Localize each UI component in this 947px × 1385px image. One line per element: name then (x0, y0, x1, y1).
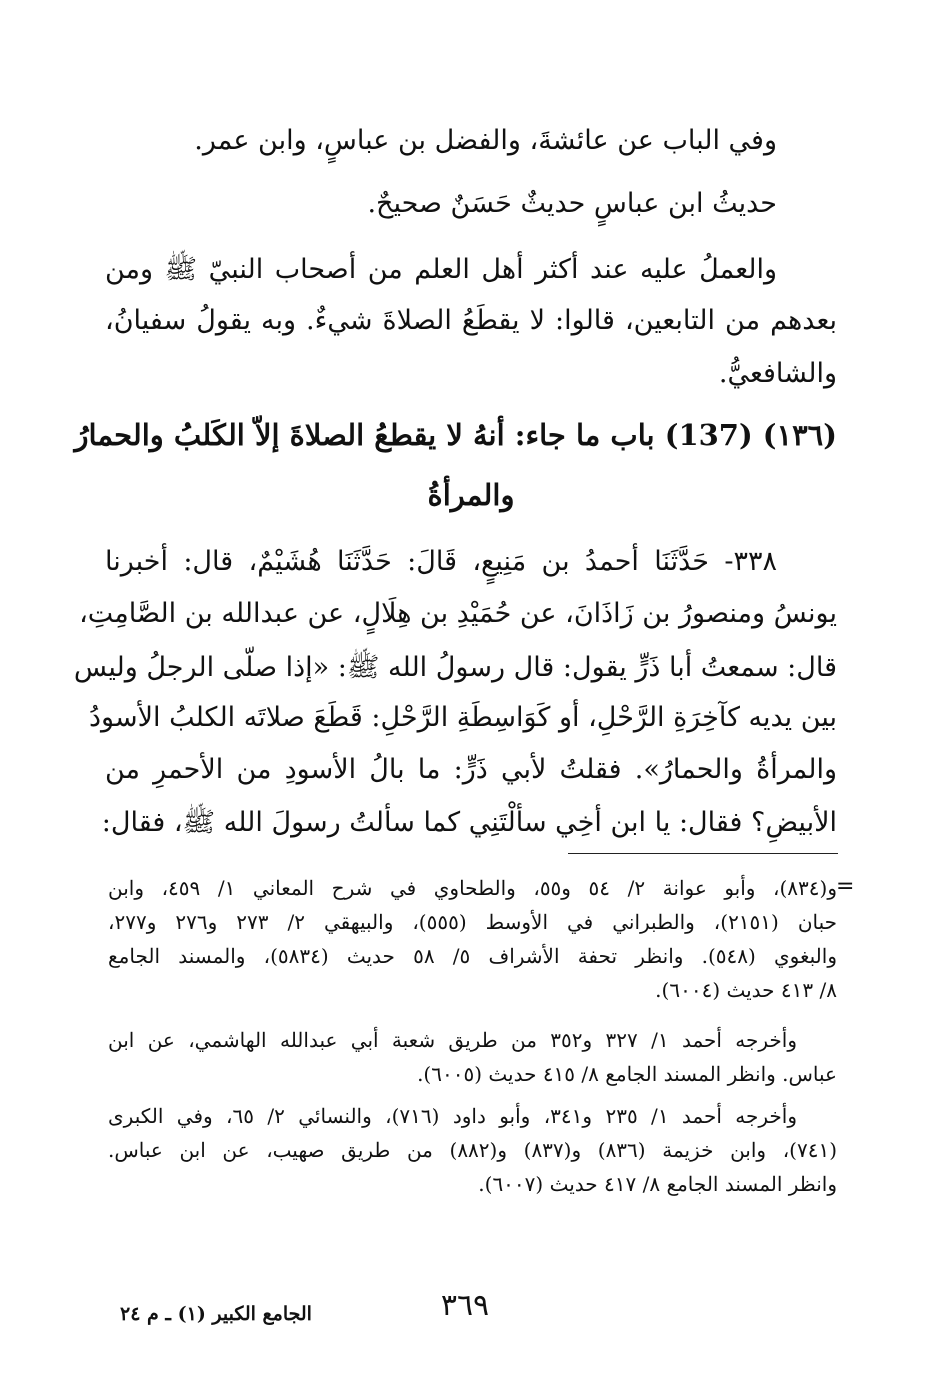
footnote-line: ٨/ ٤١٣ حديث (٦٠٠٤). (655, 978, 837, 1002)
footnote-line: وأخرجه أحمد ١/ ٢٣٥ و٣٤١، وأبو داود (٧١٦)، والنسائي ٢/ ٦٥، وفي الكبرى (108, 1104, 797, 1128)
footnote-line: والبغوي (٥٤٨). وانظر تحفة الأشراف ٥/ ٥٨ حديث (٥٨٣٤)، والمسند الجامع (108, 944, 837, 968)
hadith-line: والمرأةُ والحمارُ». فقلتُ لأبي ذَرٍّ: ما بالُ الأسودِ من الأحمرِ من (105, 754, 837, 785)
chapter-heading-continued: والمرأةُ (427, 478, 515, 512)
footnote-line: وانظر المسند الجامع ٨/ ٤١٧ حديث (٦٠٠٧). (478, 1172, 837, 1196)
hadith-line: بين يديه كآخِرَةِ الرَّحْلِ، أو كَوَاسِطَةِ الرَّحْلِ: قَطَعَ صلاتَه الكلبُ الأسودُ (89, 702, 837, 733)
footnote-line: (٧٤١)، وابن خزيمة (٨٣٦) و(٨٣٧) و(٨٨٢) من طريق صهيب، عن ابن عباس. (108, 1138, 838, 1162)
body-line: وفي الباب عن عائشةَ، والفضل بن عباسٍ، وابن عمر. (194, 125, 777, 156)
hadith-line: الأبيضِ؟ فقال: يا ابن أخِي سألْتَنِي كما سألتُ رسولَ الله ﷺ، فقال: (101, 807, 837, 838)
chapter-heading: (١٣٦) (137) باب ما جاء: أنهُ لا يقطعُ الصلاةَ إلاّ الكَلبُ والحمارُ (74, 418, 837, 452)
hadith-line: يونسُ ومنصورُ بن زَاذَانَ، عن حُمَيْدِ بن هِلَالٍ، عن عبدالله بن الصَّامِتِ، (79, 598, 837, 629)
page-number: ٣٦٩ (440, 1288, 490, 1323)
hadith-line: قال: سمعتُ أبا ذَرٍّ يقول: قال رسولُ الله ﷺ: «إذا صلّى الرجلُ وليس (73, 652, 837, 683)
footnote-line: عباس. وانظر المسند الجامع ٨/ ٤١٥ حديث (٦٠٠٥). (417, 1062, 837, 1086)
printer-signature: الجامع الكبير (١) ـ م ٢٤ (120, 1303, 312, 1325)
footnote-line: وأخرجه أحمد ١/ ٣٢٧ و٣٥٢ من طريق شعبة أبي عبدالله الهاشمي، عن ابن (108, 1028, 797, 1052)
footnote-line: حبان (٢١٥١)، والطبراني في الأوسط (٥٥٥)، والبيهقي ٢/ ٢٧٣ و٢٧٦ و٢٧٧، (108, 910, 838, 934)
body-line: حديثُ ابن عباسٍ حديثٌ حَسَنٌ صحيحٌ. (367, 188, 777, 219)
footnote-continuation-marker: = (836, 874, 855, 899)
hadith-line: ٣٣٨- حَدَّثَنَا أحمدُ بن مَنِيعٍ، قَالَ: حَدَّثَنَا هُشَيْمٌ، قال: أخبرنا (105, 546, 777, 577)
footnote-line: و(٨٣٤)، وأبو عوانة ٢/ ٥٤ و٥٥، والطحاوي في شرح المعاني ١/ ٤٥٩، وابن (108, 876, 837, 900)
body-line: بعدهم من التابعين، قالوا: لا يقطَعُ الصلاةَ شيءٌ. وبه يقولُ سفيانُ، (105, 305, 837, 336)
footnote-separator (568, 853, 838, 854)
body-line: والعملُ عليه عند أكثر أهل العلم من أصحاب النبيّ ﷺ ومن (105, 254, 777, 285)
body-line: والشافعيُّ. (718, 358, 837, 389)
